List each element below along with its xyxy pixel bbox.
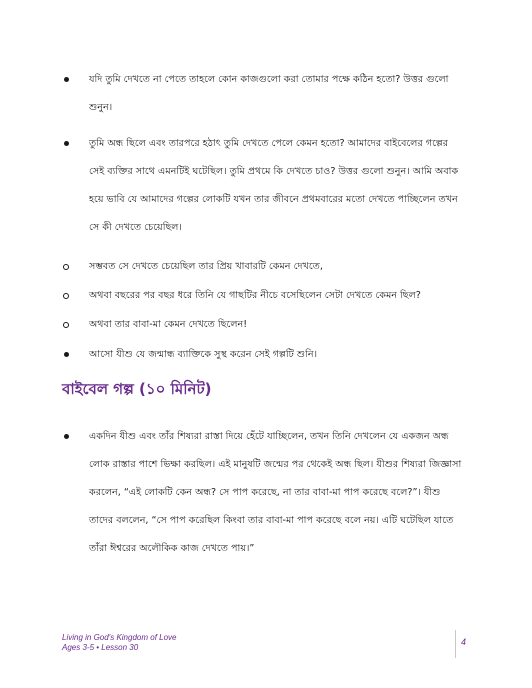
footer-divider	[455, 630, 456, 658]
text-line: একদিন যীশু এবং তাঁর শিষ্যরা রাস্তা দিয়ে হেঁটে যাচ্ছিলেন, তখন তিনি দেখলেন যে একজন অন্ধ	[89, 431, 449, 442]
text-line: অথবা তার বাবা-মা কেমন দেখতে ছিলেন!	[89, 319, 248, 330]
bullet-paragraph	[89, 130, 458, 242]
text-line: হয়ে ভাবি যে আমাদের গল্পের লোকটি যখন তার জীবনে প্রথমবারের মতো দেখতে পাচ্ছিলেন তখন	[89, 194, 458, 205]
sub-bullet-paragraph	[89, 253, 323, 281]
sub-bullet-paragraph	[89, 282, 421, 310]
footer-lesson-info	[62, 633, 176, 653]
text-line: সে কী দেখতে চেয়েছিল।	[89, 222, 182, 233]
text-line: সেই ব্যক্তির সাথে এমনটিই ঘটেছিল। তুমি প্রথমে কি দেখতে চাও? উত্তর গুলো শুনুন। আমি অবাক	[89, 166, 459, 177]
story-paragraph	[89, 423, 461, 563]
text-line: শুনুন।	[89, 102, 113, 113]
bullet-circle-icon	[63, 264, 69, 270]
bullet-paragraph	[89, 66, 448, 122]
text-line: তাদের বললেন, “সে পাপ করেছিল কিংবা তার বাবা-মা পাপ করেছে বলে নয়। এটি ঘটেছিল যাতে	[89, 515, 454, 526]
bullet-dot-icon	[64, 434, 69, 439]
bullet-dot-icon	[64, 141, 69, 146]
text-line: সম্ভবত সে দেখতে চেয়েছিল তার প্রিয় খাবারটি কেমন দেখতে,	[89, 261, 323, 272]
bullet-paragraph	[89, 341, 317, 369]
footer-title: Living in God's Kingdom of Love	[62, 633, 177, 642]
text-line: অথবা বছরের পর বছর ধরে তিনি যে গাছটির নীচে বসেছিলেন সেটা দেখতে কেমন ছিল?	[89, 290, 421, 301]
text-line: করলেন, “এই লোকটি কেন অন্ধ? সে পাপ করেছে, না তার বাবা-মা পাপ করেছে বলে?”। যীশু	[89, 487, 441, 498]
bullet-circle-icon	[63, 322, 69, 328]
section-heading: বাইবেল গল্প (১০ মিনিট)	[62, 380, 212, 398]
bullet-circle-icon	[63, 293, 69, 299]
text-line: আসো যীশু যে জন্মান্ধ ব্যাক্তিকে সুস্থ করেন সেই গল্পটি শুনি।	[89, 349, 318, 360]
footer-subtitle: Ages 3-5 • Lesson 30	[62, 643, 139, 652]
bullet-dot-icon	[64, 352, 69, 357]
bullet-dot-icon	[64, 77, 69, 82]
page-number: 4	[461, 637, 467, 647]
text-line: যদি তুমি দেখতে না পেতে তাহলে কোন কাজগুলো করা তোমার পক্ষে কঠিন হতো? উত্তর গুলো	[89, 74, 449, 85]
sub-bullet-paragraph	[89, 311, 247, 339]
text-line: তাঁরা ঈশ্বরের অলৌকিক কাজ দেখতে পায়।”	[89, 543, 255, 554]
text-line: তুমি অন্ধ ছিলে এবং তারপরে হঠাৎ তুমি দেখতে পেলে কেমন হতো? আমাদের বাইবেলের গল্পের	[89, 138, 449, 149]
text-line: লোক রাস্তার পাশে ভিক্ষা করছিল। এই মানুষটি জন্মের পর থেকেই অন্ধ ছিল। যীশুর শিষ্যরা জিজ্ঞাসা	[89, 459, 462, 470]
